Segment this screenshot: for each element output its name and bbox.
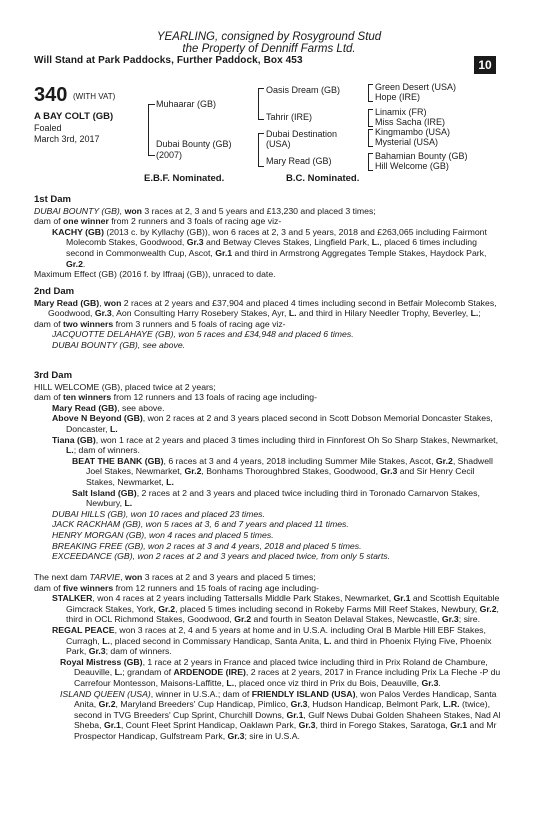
lot-number: 340 (WITH VAT) [34,84,116,106]
second-dam-section: 2nd Dam Mary Read (GB), won 2 races at 2 years and £37,904 and placed 4 times including second in Betfair Molecomb Stakes, Goodwood, Gr.3, Aon Consulting Harry Rosebery Stakes, Ayr, L. and third in Hilary Needler Trophy, Beverley, L.; dam of two winners from 3 runners and 5 foals of racing age viz- JACQUOTTE DELAHAYE (GB), won 5 races and £34,948 and placed 6 times. DUBAI BOUNTY (GB), see above. [34,287,504,351]
sds: Linamix (FR) [375,107,427,117]
dam-sire-2: (USA) [266,139,291,149]
brace-4b [368,109,373,127]
brace-main [148,104,155,156]
third-dam-heading: 3rd Dam [34,370,73,381]
brace-4c [368,129,373,147]
dss: Kingmambo (USA) [375,127,451,137]
sdd: Miss Sacha (IRE) [375,117,446,127]
foaled-date: March 3rd, 2017 [34,134,100,144]
foaled-label: Foaled [34,123,62,133]
property-line: the Property of Denniff Farms Ltd. [182,43,356,55]
dam-year: (2007) [156,150,183,160]
third-dam-section: 3rd Dam HILL WELCOME (GB), placed twice at 2 years; dam of ten winners from 12 runners and 13 foals of racing age including- Mary Read (GB), see above. Above N Beyond (GB), won 2 races at 2 and 3 years placed second in Scott Dobson Memorial Doncaster Stakes, Doncaster, L. Tiana (GB), won 1 race at 2 years and placed 3 times including third in Finnforest Oh So Sharp Stakes, Newmarket, L.; dam of winners. BEAT THE BANK (GB), 6 races at 3 and 4 years, 2018 including Summer Mile Stakes, Ascot, Gr.2, Shadwell Joel Stakes, Newmarket, Gr.2, Bonhams Thoroughbred Stakes, Goodwood, Gr.3 and Sir Henry Cecil Stakes, Newmarket, L. Salt Island (GB), 2 races at 2 and 3 years and placed twice including third in Toronado Carnarvon Stakes, Newbury, L. DUBAI HILLS (GB), won 10 races and placed 23 times. JACK RACKHAM (GB), won 5 races at 3, 6 and 7 years and placed 11 times. HENRY MORGAN (GB), won 4 races and placed 5 times. BREAKING FREE (GB), won 2 races at 3 and 4 years, 2018 and placed 5 times. EXCEEDANCE (GB), won 2 races at 2 and 3 years and placed twice, from only 5 starts. [34,371,504,562]
sire-sire: Oasis Dream (GB) [266,85,341,95]
brace-sire [258,88,264,120]
sire-dam: Tahrir (IRE) [266,112,313,122]
next-dam-section: The next dam TARVIE, won 3 races at 2 and 3 years and placed 5 times; dam of five winners from 12 runners and 15 foals of racing age including- STALKER, won 4 races at 2 years including Tattersalls Middle Park Stakes, Newmarket, Gr.1 and Scottish Equitable Gimcrack Stakes, York, Gr.2, placed 5 times including second in Rokeby Farms Mill Reef Stakes, Newbury, Gr.2, third in OCL Richmond Stakes, Goodwood, Gr.2 and fourth in Seaton Delaval Stakes, Newcastle, Gr.3; sire. REGAL PEACE, won 3 races at 2, 4 and 5 years at home and in U.S.A. including Oral B Marble Hill EBF Stakes, Curragh, L., placed second in Commissary Handicap, Santa Anita, L. and third in Phoenix Flying Five, Phoenix Park, Gr.3; dam of winners. Royal Mistress (GB), 1 race at 2 years in France and placed twice including third in Prix Roland de Chambure, Deauville, L.; grandam of ARDENODE (IRE), 2 races at 2 years, 2017 in France including Prix La Fleche -P du Carrefour Montesson, Maisons-Laffitte, L., placed once viz third in Prix du Bois, Deauville, Gr.3. ISLAND QUEEN (USA), winner in U.S.A.; dam of FRIENDLY ISLAND (USA), won Palos Verdes Handicap, Santa Anita, Gr.2, Maryland Breeders' Cup Handicap, Pimlico, Gr.3, Hudson Handicap, Belmont Park, L.R. (twice), second in TVG Breeders' Cup Sprint, Churchill Downs, Gr.1, Gulf News Dubai Golden Shaheen Stakes, Nad Al Sheba, Gr.1, Count Fleet Sprint Handicap, Oaklawn Park, Gr.3, third in Forego Stakes, Saratoga, Gr.1 and Mr Prospector Handicap, Gulfstream Park, Gr.3; sire in U.S.A. [34,572,501,741]
consignor-line: YEARLING, consigned by Rosyground Stud [156,31,382,43]
horse-name: A BAY COLT (GB) [34,111,114,122]
ddd: Hill Welcome (GB) [375,161,449,171]
sire: Muhaarar (GB) [156,99,217,109]
first-dam-heading: 1st Dam [34,194,71,205]
bc-nominated: B.C. Nominated. [286,173,360,184]
dam-dam: Mary Read (GB) [266,156,332,166]
dam: Dubai Bounty (GB) [156,139,232,149]
dsd: Mysterial (USA) [375,137,439,147]
brace-dam [258,133,264,167]
first-dam-section: 1st Dam DUBAI BOUNTY (GB), won 3 races at 2, 3 and 5 years and £13,230 and placed 3 times; dam of one winner from 2 runners and 3 foals of racing age viz- KACHY (GB) (2013 c. by Kyllachy (GB)), won 6 races at 2, 3 and 5 years, 2018 and £263,065 including Fairmont Molecomb Stakes, Goodwood, Gr.3 and Betway Cleves Stakes, Lingfield Park, L., placed 6 times including second in Commonwealth Cup, Ascot, Gr.1 and third in Armstrong Aggregates Temple Stakes, Haydock Park, Gr.2. Maximum Effect (GB) (2016 f. by Iffraaj (GB)), unraced to date. [34,195,504,280]
ebf-nominated: E.B.F. Nominated. [144,173,225,184]
brace-4a [368,84,373,102]
second-dam-heading: 2nd Dam [34,286,75,297]
dds: Bahamian Bounty (GB) [375,151,468,161]
stand-line: Will Stand at Park Paddocks, Further Paddock, Box 453 [34,55,303,66]
page-badge: 10 [474,56,496,74]
sss: Green Desert (USA) [375,82,457,92]
brace-4d [368,153,373,171]
dam-sire: Dubai Destination [266,129,338,139]
ssd: Hope (IRE) [375,92,421,102]
